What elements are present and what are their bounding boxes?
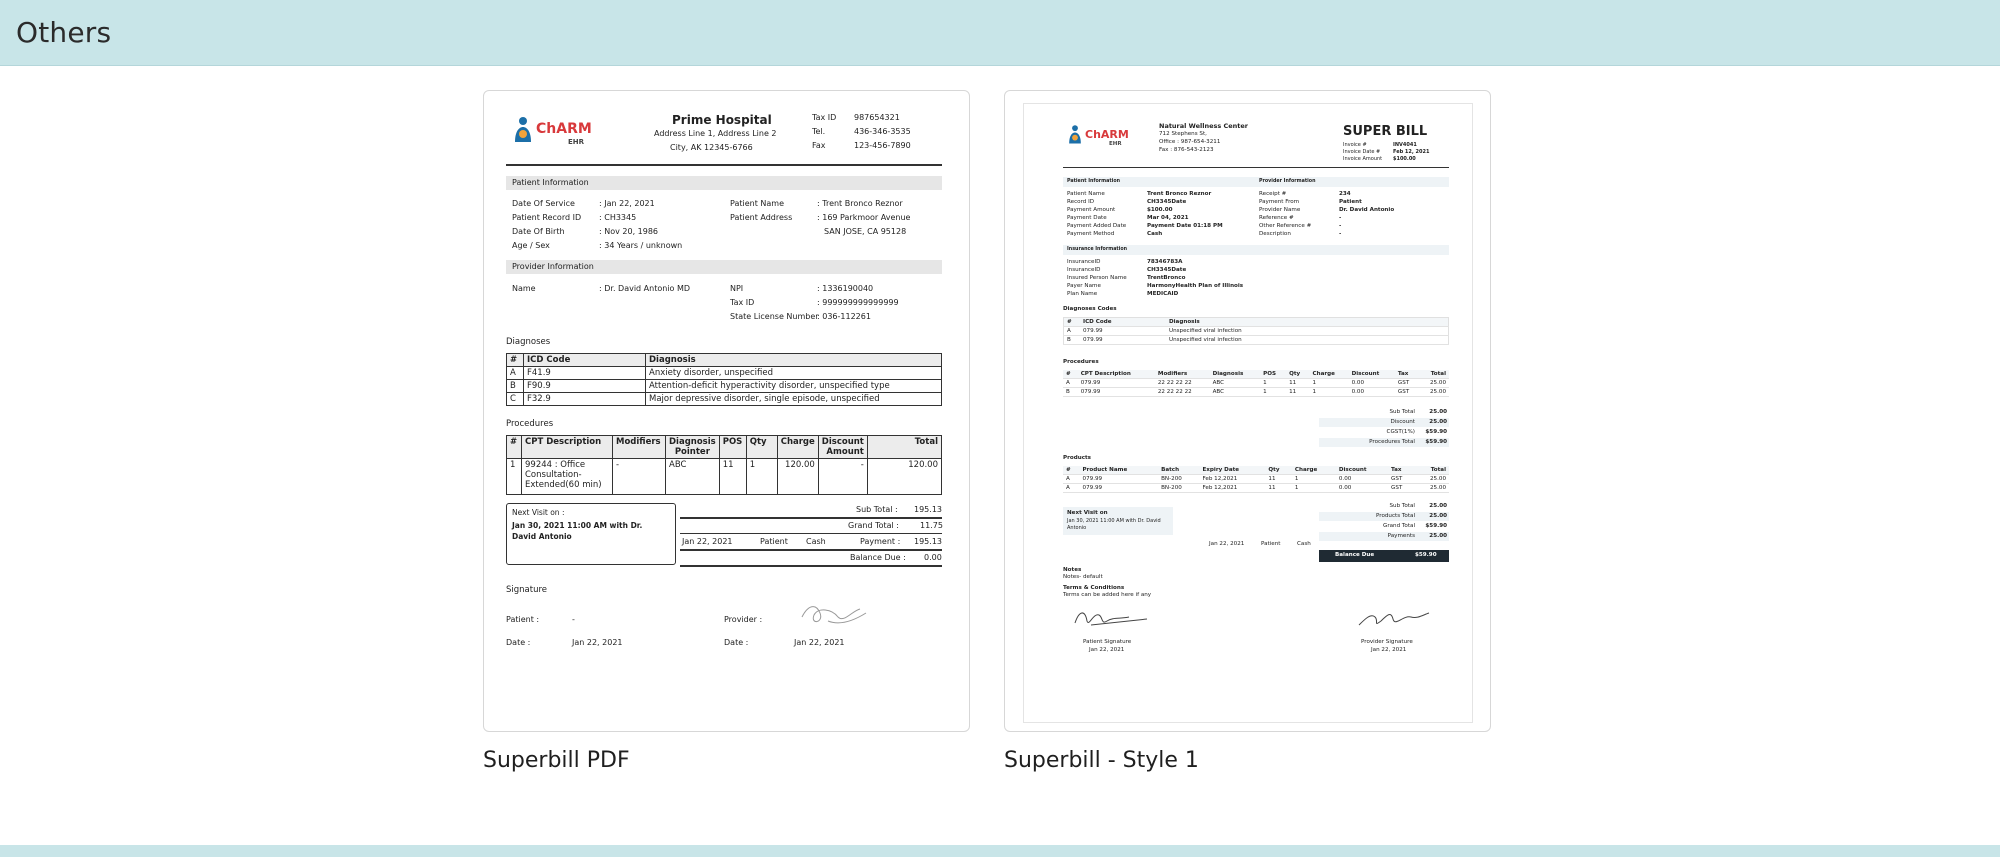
info-label: Receipt # [1259, 191, 1287, 197]
info-value: - [1339, 231, 1342, 237]
invoice-date: Feb 12, 2021 [1393, 149, 1430, 155]
dob-label: Date Of Birth [512, 227, 565, 236]
cell: B [1064, 336, 1081, 345]
template-card-superbill-style-1[interactable] [1004, 90, 1491, 732]
col-header: Qty [746, 436, 777, 459]
cell: GST [1395, 379, 1419, 388]
table-row [1063, 379, 1449, 388]
patient-addr-value2: SAN JOSE, CA 95128 [824, 227, 907, 236]
cell: 22 22 22 22 [1155, 379, 1210, 388]
total-value: 25.00 [1429, 533, 1447, 539]
patient-signature-date: Jan 22, 2021 [1089, 647, 1125, 653]
patient-signature-label: Patient Signature [1083, 639, 1132, 645]
patient-info-head: Patient Information [1067, 179, 1121, 184]
bottom-band [0, 845, 2000, 857]
col-header: Expiry Date [1199, 466, 1265, 475]
card-label-superbill-pdf[interactable]: Superbill PDF [483, 748, 630, 773]
license-value: : 036-112261 [817, 312, 871, 321]
info-value: Mar 04, 2021 [1147, 215, 1189, 221]
info-label: Provider Name [1259, 207, 1301, 213]
total-value: $59.90 [1425, 429, 1447, 435]
sig-date-label: Date : [506, 638, 531, 647]
cell: Unspecified viral infection [1166, 327, 1449, 336]
cell: Feb 12,2021 [1199, 475, 1265, 484]
cell: ABC [1210, 388, 1261, 397]
col-header: POS [1260, 370, 1286, 379]
contact-fax: 123-456-7890 [854, 141, 911, 150]
info-value: Patient [1339, 199, 1362, 205]
balance-label: Balance Due : [850, 553, 906, 562]
cell: 11 [1265, 484, 1291, 493]
next-visit-label: Next Visit on : [512, 508, 565, 517]
payment-method: Cash [1297, 541, 1311, 547]
header-divider [1063, 167, 1449, 168]
col-header: Diagnosis [1210, 370, 1261, 379]
info-value: 234 [1339, 191, 1351, 197]
provider-signature-icon [798, 599, 870, 629]
total-label: Products Total [1376, 513, 1415, 519]
cell: Feb 12,2021 [1199, 484, 1265, 493]
diagnoses-header-row [507, 354, 942, 367]
col-header: Diagnosis Pointer [666, 436, 720, 459]
next-visit-box [1063, 507, 1173, 535]
logo-sub: EHR [568, 138, 585, 146]
invoice-no: INV4041 [1393, 142, 1417, 148]
col-header: POS [719, 436, 746, 459]
info-label: Payment Date [1067, 215, 1107, 221]
col-header: Diagnosis [646, 354, 942, 367]
col-header: Qty [1286, 370, 1309, 379]
info-value: Payment Date 01:18 PM [1147, 223, 1223, 229]
cell: 1 [1292, 484, 1336, 493]
sig-date-value: Jan 22, 2021 [572, 638, 623, 647]
cell: Attention-deficit hyperactivity disorder, unspecified type [646, 380, 942, 393]
payment-value: 195.13 [914, 537, 942, 546]
info-value: Cash [1147, 231, 1163, 237]
info-label: Payment Method [1067, 231, 1115, 237]
col-header: Discount [1349, 370, 1395, 379]
procedures-title: Procedures [506, 419, 554, 429]
total-value: $59.90 [1425, 523, 1447, 529]
balance-due-label: Balance Due [1335, 552, 1375, 558]
info-value: MEDICAID [1147, 291, 1179, 297]
cell: - [818, 459, 867, 495]
col-header: Total [1415, 466, 1449, 475]
sig-provider-label: Provider : [724, 615, 763, 624]
provider-signature-label: Provider Signature [1361, 639, 1413, 645]
provider-section-title: Provider Information [512, 262, 594, 271]
cell: 11 [1286, 379, 1309, 388]
terms-title: Terms & Conditions [1063, 585, 1125, 591]
sig-patient-label: Patient : [506, 615, 540, 624]
proc-header-row [1063, 370, 1449, 379]
cell: 11 [719, 459, 746, 495]
provider-tax-value: : 999999999999999 [817, 298, 899, 307]
provider-signature-date: Jan 22, 2021 [1371, 647, 1407, 653]
next-visit-value: Jan 30, 2021 11:00 AM with Dr. David Antonio [512, 521, 643, 541]
cell: A [507, 367, 524, 380]
rec-label: Patient Record ID [512, 213, 582, 222]
info-value: HarmonyHealth Plan of Illinois [1147, 283, 1244, 289]
info-label: Other Reference # [1259, 223, 1312, 229]
col-header: Charge [777, 436, 818, 459]
totals-divider [680, 533, 942, 534]
cell: Major depressive disorder, single episode, unspecified [646, 393, 942, 406]
info-value: - [1339, 223, 1342, 229]
col-header: Discount Amount [818, 436, 867, 459]
col-header: Modifiers [613, 436, 666, 459]
total-value: 25.00 [1429, 513, 1447, 519]
col-header: CPT Description [1078, 370, 1155, 379]
info-label: InsuranceID [1067, 259, 1101, 265]
total-label: Discount [1390, 419, 1415, 425]
diag-title: Diagnoses Codes [1063, 306, 1117, 312]
invoice-date-label: Invoice Date # [1343, 149, 1381, 155]
center-line2: Office : 987-654-3211 [1159, 139, 1221, 145]
total-label: Procedures Total [1369, 439, 1415, 445]
col-header: # [1063, 370, 1078, 379]
cell: BN-200 [1158, 475, 1199, 484]
proc-title: Procedures [1063, 359, 1099, 365]
cell: Unspecified viral infection [1166, 336, 1449, 345]
charm-logo-icon [512, 115, 534, 143]
info-value: TrentBronco [1147, 275, 1186, 281]
next-visit-label: Next Visit on [1067, 510, 1108, 516]
info-label: Payer Name [1067, 283, 1101, 289]
next-visit-box [506, 503, 676, 565]
cell: 99244 : Office Consultation-Extended(60 min) [522, 459, 613, 495]
contact-fax-label: Fax [812, 141, 826, 150]
cell: 1 [1292, 475, 1336, 484]
col-header: ICD Code [524, 354, 646, 367]
col-header: Diagnosis [1166, 318, 1449, 327]
info-label: Payment Added Date [1067, 223, 1127, 229]
cell: ABC [666, 459, 720, 495]
diagnoses-table [506, 353, 942, 406]
cell: 0.00 [1349, 379, 1395, 388]
table-row [1064, 336, 1449, 345]
cell: - [613, 459, 666, 495]
payment-from: Patient [1261, 541, 1281, 547]
subtotal-value: 195.13 [914, 505, 942, 514]
notes-title: Notes [1063, 567, 1082, 573]
patient-addr-label: Patient Address [730, 213, 793, 222]
info-value: 78346783A [1147, 259, 1183, 265]
notes-text: Notes- default [1063, 574, 1103, 580]
header-divider [506, 164, 942, 166]
total-label: Sub Total [1389, 409, 1415, 415]
col-header: Charge [1310, 370, 1349, 379]
info-value: - [1339, 215, 1342, 221]
cell: 11 [1265, 475, 1291, 484]
cell: 079.99 [1080, 484, 1159, 493]
section-header [0, 0, 2000, 66]
cell: C [507, 393, 524, 406]
payment-date: Jan 22, 2021 [1209, 541, 1245, 547]
table-row [507, 380, 942, 393]
col-header: Charge [1292, 466, 1336, 475]
next-visit-value: Jan 30, 2021 11:00 AM with Dr. David Antonio [1067, 518, 1161, 531]
cell: 120.00 [777, 459, 818, 495]
provider-info-head: Provider Information [1259, 179, 1316, 184]
cell: 25.00 [1419, 388, 1449, 397]
total-label: Payments [1387, 533, 1415, 539]
sig-date-label: Date : [724, 638, 749, 647]
hospital-address2: City, AK 12345-6766 [670, 143, 753, 152]
col-header: ICD Code [1080, 318, 1166, 327]
age-value: : 34 Years / unknown [599, 241, 683, 250]
col-header: Modifiers [1155, 370, 1210, 379]
patient-name-value: : Trent Bronco Reznor [817, 199, 903, 208]
npi-value: : 1336190040 [817, 284, 874, 293]
cell: BN-200 [1158, 484, 1199, 493]
info-value: CH3345Date [1147, 199, 1187, 205]
proc-table [1063, 370, 1449, 397]
col-header: Product Name [1080, 466, 1159, 475]
info-label: InsuranceID [1067, 267, 1101, 273]
procedures-table [506, 435, 942, 495]
dos-value: : Jan 22, 2021 [599, 199, 655, 208]
payment-from: Patient [760, 537, 788, 546]
template-card-superbill-pdf[interactable] [483, 90, 970, 732]
provider-name-label: Name [512, 284, 536, 293]
payment-label: Payment : [860, 537, 901, 546]
totals-divider [680, 517, 942, 519]
col-header: # [507, 354, 524, 367]
info-head-bg [1063, 177, 1449, 187]
cell: GST [1388, 484, 1415, 493]
cell: ABC [1210, 379, 1261, 388]
info-label: Insured Person Name [1067, 275, 1127, 281]
cell: 079.99 [1078, 388, 1155, 397]
table-row [1063, 388, 1449, 397]
table-row [1064, 327, 1449, 336]
cell: 079.99 [1080, 336, 1166, 345]
cell: F41.9 [524, 367, 646, 380]
table-row [507, 459, 942, 495]
diag-table [1063, 317, 1449, 345]
table-row [1063, 475, 1449, 484]
provider-name-value: : Dr. David Antonio MD [599, 284, 691, 293]
balance-due-value: $59.90 [1415, 552, 1437, 558]
info-label: Reference # [1259, 215, 1294, 221]
dob-value: : Nov 20, 1986 [599, 227, 659, 236]
total-value: 25.00 [1429, 419, 1447, 425]
cell: F32.9 [524, 393, 646, 406]
invoice-no-label: Invoice # [1343, 142, 1367, 148]
prod-title: Products [1063, 455, 1092, 461]
cell: 25.00 [1415, 484, 1449, 493]
super-bill-title: SUPER BILL [1343, 124, 1428, 139]
col-header: Qty [1265, 466, 1291, 475]
col-header: Tax [1395, 370, 1419, 379]
info-value: Dr. David Antonio [1339, 207, 1395, 213]
info-label: Patient Name [1067, 191, 1105, 197]
col-header: Tax [1388, 466, 1415, 475]
info-label: Payment Amount [1067, 207, 1116, 213]
table-row [507, 367, 942, 380]
cell: B [507, 380, 524, 393]
grandtotal-label: Grand Total : [848, 521, 900, 530]
terms-text: Terms can be added here if any [1063, 592, 1152, 598]
cell: 1 [1310, 388, 1349, 397]
cell: 079.99 [1080, 327, 1166, 336]
total-value: 25.00 [1429, 503, 1447, 509]
center-line1: 712 Stephens St, [1159, 131, 1207, 137]
hospital-address1: Address Line 1, Address Line 2 [654, 129, 777, 138]
prod-table [1063, 466, 1449, 493]
payment-method: Cash [806, 537, 826, 546]
col-header: # [1063, 466, 1080, 475]
cell: GST [1395, 388, 1419, 397]
hospital-name: Prime Hospital [672, 113, 772, 127]
contact-tel-label: Tel. [812, 127, 826, 136]
info-value: CH3345Date [1147, 267, 1187, 273]
balance-value: 0.00 [924, 553, 942, 562]
payment-date: Jan 22, 2021 [682, 537, 733, 546]
cell: Anxiety disorder, unspecified [646, 367, 942, 380]
npi-label: NPI [730, 284, 744, 293]
cell: F90.9 [524, 380, 646, 393]
info-label: Payment From [1259, 199, 1300, 205]
superbill-style1-preview [1005, 91, 1491, 732]
provider-tax-label: Tax ID [730, 298, 755, 307]
cell: 1 [1260, 388, 1286, 397]
contact-tax-label: Tax ID [812, 113, 837, 122]
patient-addr-value: : 169 Parkmoor Avenue [817, 213, 911, 222]
col-header: Total [1419, 370, 1449, 379]
info-value: $100.00 [1147, 207, 1173, 213]
total-label: Grand Total [1383, 523, 1415, 529]
diag-header-row [1064, 318, 1449, 327]
info-value: Trent Bronco Reznor [1147, 191, 1212, 197]
cell: 1 [507, 459, 522, 495]
cell: 0.00 [1336, 475, 1388, 484]
center-name: Natural Wellness Center [1159, 122, 1249, 130]
patient-signature-icon [1071, 605, 1151, 629]
cell: 120.00 [867, 459, 941, 495]
license-label: State License Number [730, 312, 819, 321]
sig-patient-value: - [572, 615, 575, 624]
prod-header-row [1063, 466, 1449, 475]
center-line3: Fax : 876-543-2123 [1159, 147, 1214, 153]
signature-title: Signature [506, 585, 548, 595]
info-label: Plan Name [1067, 291, 1098, 297]
table-row [507, 393, 942, 406]
col-header: # [1064, 318, 1081, 327]
info-label: Record ID [1067, 199, 1095, 205]
cell: A [1064, 327, 1081, 336]
cell: 1 [1310, 379, 1349, 388]
cell: 25.00 [1419, 379, 1449, 388]
totals-divider [680, 549, 942, 551]
grandtotal-value: 11.75 [920, 521, 943, 530]
provider-signature-icon [1355, 605, 1435, 629]
col-header: CPT Description [522, 436, 613, 459]
cell: 25.00 [1415, 475, 1449, 484]
logo-text: ChARM [1085, 128, 1129, 141]
info-label: Description [1259, 231, 1291, 237]
dos-label: Date Of Service [512, 199, 575, 208]
cell: 22 22 22 22 [1155, 388, 1210, 397]
cell: 0.00 [1336, 484, 1388, 493]
card-label-superbill-style-1[interactable]: Superbill - Style 1 [1004, 748, 1199, 773]
invoice-amount: $100.00 [1393, 156, 1416, 162]
patient-name-label: Patient Name [730, 199, 784, 208]
section-title: Others [16, 16, 112, 49]
cell: B [1063, 388, 1078, 397]
logo-text: ChARM [536, 121, 592, 137]
age-label: Age / Sex [512, 241, 550, 250]
cell: 079.99 [1078, 379, 1155, 388]
procedures-header-row [507, 436, 942, 459]
contact-tel: 436-346-3535 [854, 127, 911, 136]
cell: A [1063, 484, 1080, 493]
totals-divider [680, 565, 942, 567]
subtotal-label: Sub Total : [856, 505, 898, 514]
total-label: Sub Total [1389, 503, 1415, 509]
insurance-head: Insurance Information [1067, 247, 1128, 252]
invoice-amount-label: Invoice Amount [1343, 156, 1383, 162]
cell: 0.00 [1349, 388, 1395, 397]
cell: 11 [1286, 388, 1309, 397]
cell: GST [1388, 475, 1415, 484]
cell: 1 [1260, 379, 1286, 388]
sig-date-value: Jan 22, 2021 [794, 638, 845, 647]
table-row [1063, 484, 1449, 493]
col-header: Batch [1158, 466, 1199, 475]
charm-logo-icon [1067, 123, 1083, 145]
total-value: $59.90 [1425, 439, 1447, 445]
cell: A [1063, 379, 1078, 388]
total-value: 25.00 [1429, 409, 1447, 415]
cell: A [1063, 475, 1080, 484]
cell: 079.99 [1080, 475, 1159, 484]
diagnoses-title: Diagnoses [506, 337, 551, 347]
patient-section-title: Patient Information [512, 178, 589, 187]
contact-tax: 987654321 [854, 113, 900, 122]
rec-value: : CH3345 [599, 213, 637, 222]
col-header: Total [867, 436, 941, 459]
total-label: CGST(1%) [1386, 429, 1415, 435]
logo-sub: EHR [1109, 141, 1122, 147]
col-header: # [507, 436, 522, 459]
superbill-pdf-preview [484, 91, 970, 732]
cell: 1 [746, 459, 777, 495]
col-header: Discount [1336, 466, 1388, 475]
